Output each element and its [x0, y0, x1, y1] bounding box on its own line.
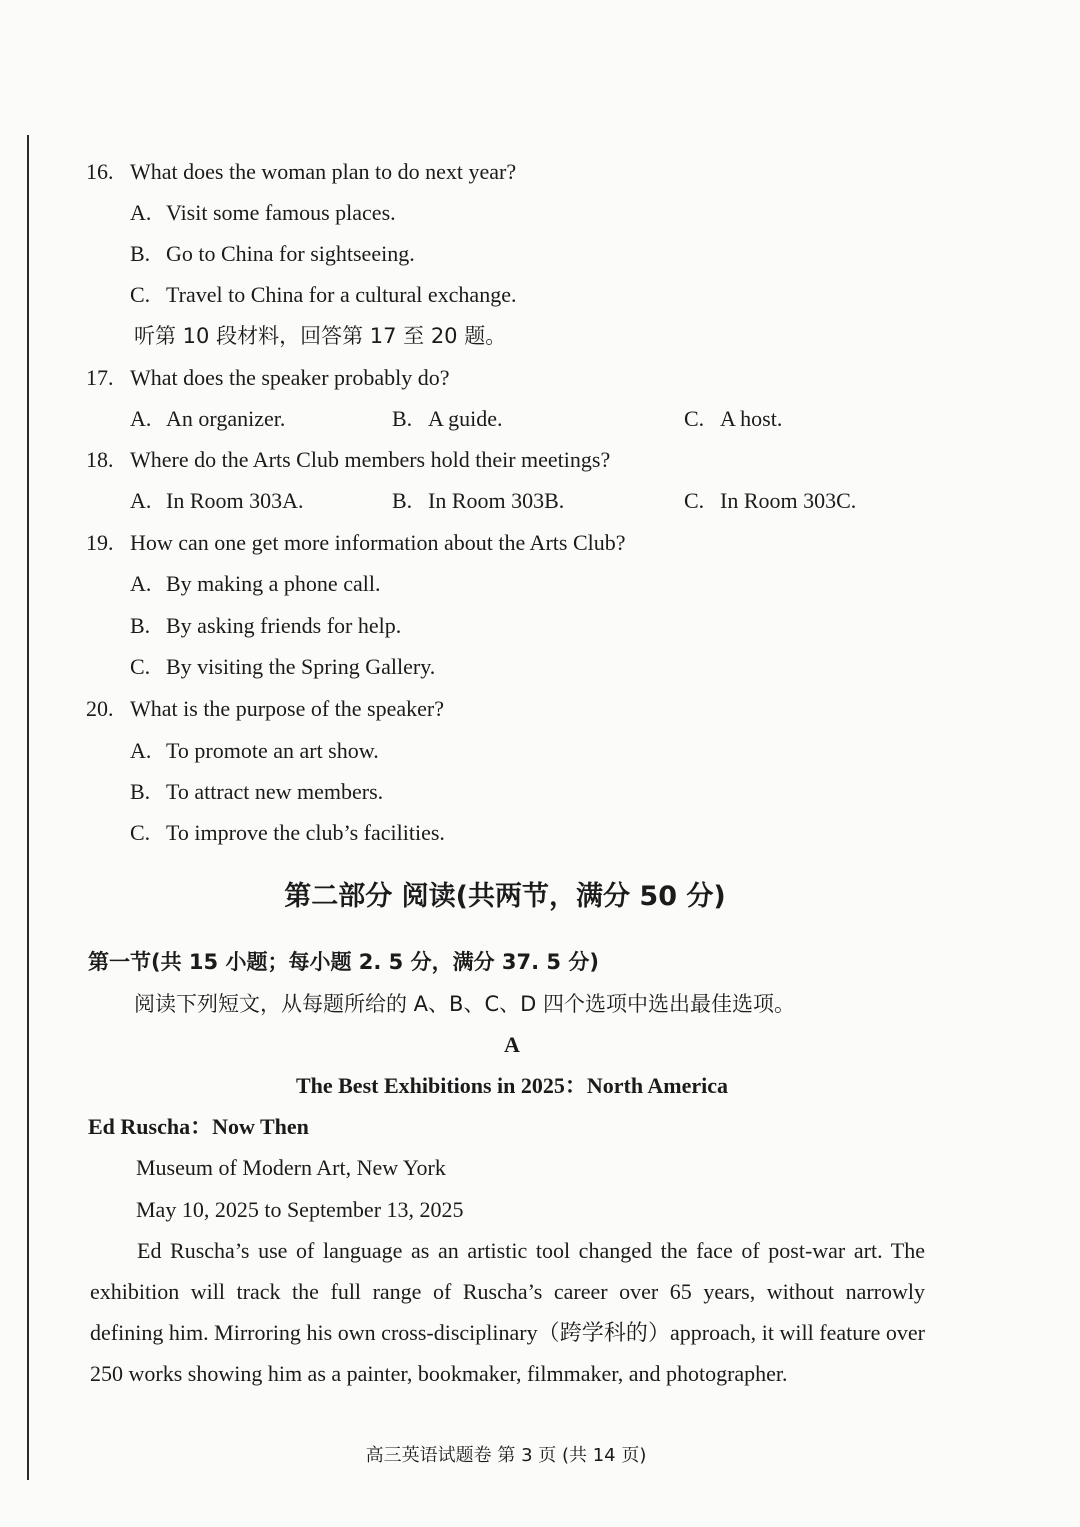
- option-20-a: [130, 737, 379, 765]
- option-letter: C.: [130, 654, 151, 679]
- option-text: In Room 303A.: [166, 488, 304, 513]
- option-text: By visiting the Spring Gallery.: [166, 654, 436, 679]
- option-text: By asking friends for help.: [166, 613, 402, 638]
- question-number: 17.: [86, 365, 114, 390]
- option-letter: B.: [130, 779, 151, 804]
- option-18-a: [130, 487, 304, 515]
- option-19-b: [130, 612, 401, 640]
- exhibit-venue: Museum of Modern Art, New York: [136, 1155, 446, 1180]
- option-text: Visit some famous places.: [166, 200, 396, 225]
- option-letter: B.: [392, 488, 413, 513]
- option-16-a: [130, 199, 396, 227]
- passage-body: Ed Ruscha’s use of language as an artistic tool changed the face of post-war art. The exhibition will track the full range of Ruscha’s career over 65 years, without narrowly defining him. Mirroring his own cross-disciplinary（跨学科的）approach, it will feature over 250 works showing him as a painter, bookmaker, filmmaker, and photographer.: [90, 1238, 925, 1386]
- option-18-c: [684, 487, 856, 515]
- option-19-c: [130, 653, 435, 681]
- option-letter: C.: [130, 820, 151, 845]
- option-text: To promote an art show.: [166, 738, 379, 763]
- option-19-a: [130, 570, 380, 598]
- question-19: [86, 529, 626, 557]
- option-16-c: [130, 281, 516, 309]
- passage-title: The Best Exhibitions in 2025：North America: [295, 1073, 729, 1098]
- option-text: A guide.: [428, 406, 503, 431]
- option-letter: B.: [392, 406, 413, 431]
- section1-title: 第一节(共 15 小题；每小题 2. 5 分，满分 37. 5 分): [88, 950, 599, 974]
- option-20-b: [130, 778, 383, 806]
- part2-title: 第二部分 阅读(共两节，满分 50 分): [284, 881, 726, 912]
- option-letter: A.: [130, 200, 152, 225]
- option-text: By making a phone call.: [166, 571, 381, 596]
- option-text: To attract new members.: [166, 779, 384, 804]
- option-text: Go to China for sightseeing.: [166, 241, 415, 266]
- question-text: What does the speaker probably do?: [130, 365, 450, 390]
- question-text: How can one get more information about the Arts Club?: [130, 530, 626, 555]
- page-margin-line: [27, 135, 29, 1480]
- option-text: Travel to China for a cultural exchange.: [166, 282, 517, 307]
- option-letter: C.: [684, 406, 705, 431]
- question-number: 18.: [86, 447, 114, 472]
- listening-instruction: 听第 10 段材料，回答第 17 至 20 题。: [134, 324, 507, 348]
- page-footer: 高三英语试题卷 第 3 页 (共 14 页): [365, 1445, 647, 1466]
- question-16: [86, 158, 516, 186]
- question-20: [86, 695, 444, 723]
- question-17: [86, 364, 450, 392]
- option-20-c: [130, 819, 445, 847]
- question-number: 16.: [86, 159, 114, 184]
- question-18: [86, 446, 610, 474]
- option-16-b: [130, 240, 415, 268]
- question-number: 19.: [86, 530, 114, 555]
- option-18-b: [392, 487, 564, 515]
- option-letter: A.: [130, 738, 152, 763]
- option-letter: B.: [130, 613, 151, 638]
- option-text: In Room 303C.: [720, 488, 857, 513]
- option-letter: A.: [130, 406, 152, 431]
- passage-letter: A: [504, 1032, 520, 1057]
- option-letter: C.: [684, 488, 705, 513]
- question-number: 20.: [86, 696, 114, 721]
- option-text: In Room 303B.: [428, 488, 565, 513]
- question-text: What is the purpose of the speaker?: [130, 696, 444, 721]
- option-letter: A.: [130, 488, 152, 513]
- question-text: What does the woman plan to do next year?: [130, 159, 517, 184]
- option-text: To improve the club’s facilities.: [166, 820, 445, 845]
- option-17-c: [684, 405, 782, 433]
- option-17-a: [130, 405, 285, 433]
- question-text: Where do the Arts Club members hold their meetings?: [130, 447, 611, 472]
- option-17-b: [392, 405, 503, 433]
- exhibit-dates: May 10, 2025 to September 13, 2025: [136, 1197, 464, 1222]
- reading-instruction: 阅读下列短文，从每题所给的 A、B、C、D 四个选项中选出最佳选项。: [134, 992, 795, 1016]
- option-letter: A.: [130, 571, 152, 596]
- option-text: A host.: [720, 406, 783, 431]
- option-letter: B.: [130, 241, 151, 266]
- exhibit-title: Ed Ruscha：Now Then: [88, 1114, 309, 1139]
- option-letter: C.: [130, 282, 151, 307]
- option-text: An organizer.: [166, 406, 286, 431]
